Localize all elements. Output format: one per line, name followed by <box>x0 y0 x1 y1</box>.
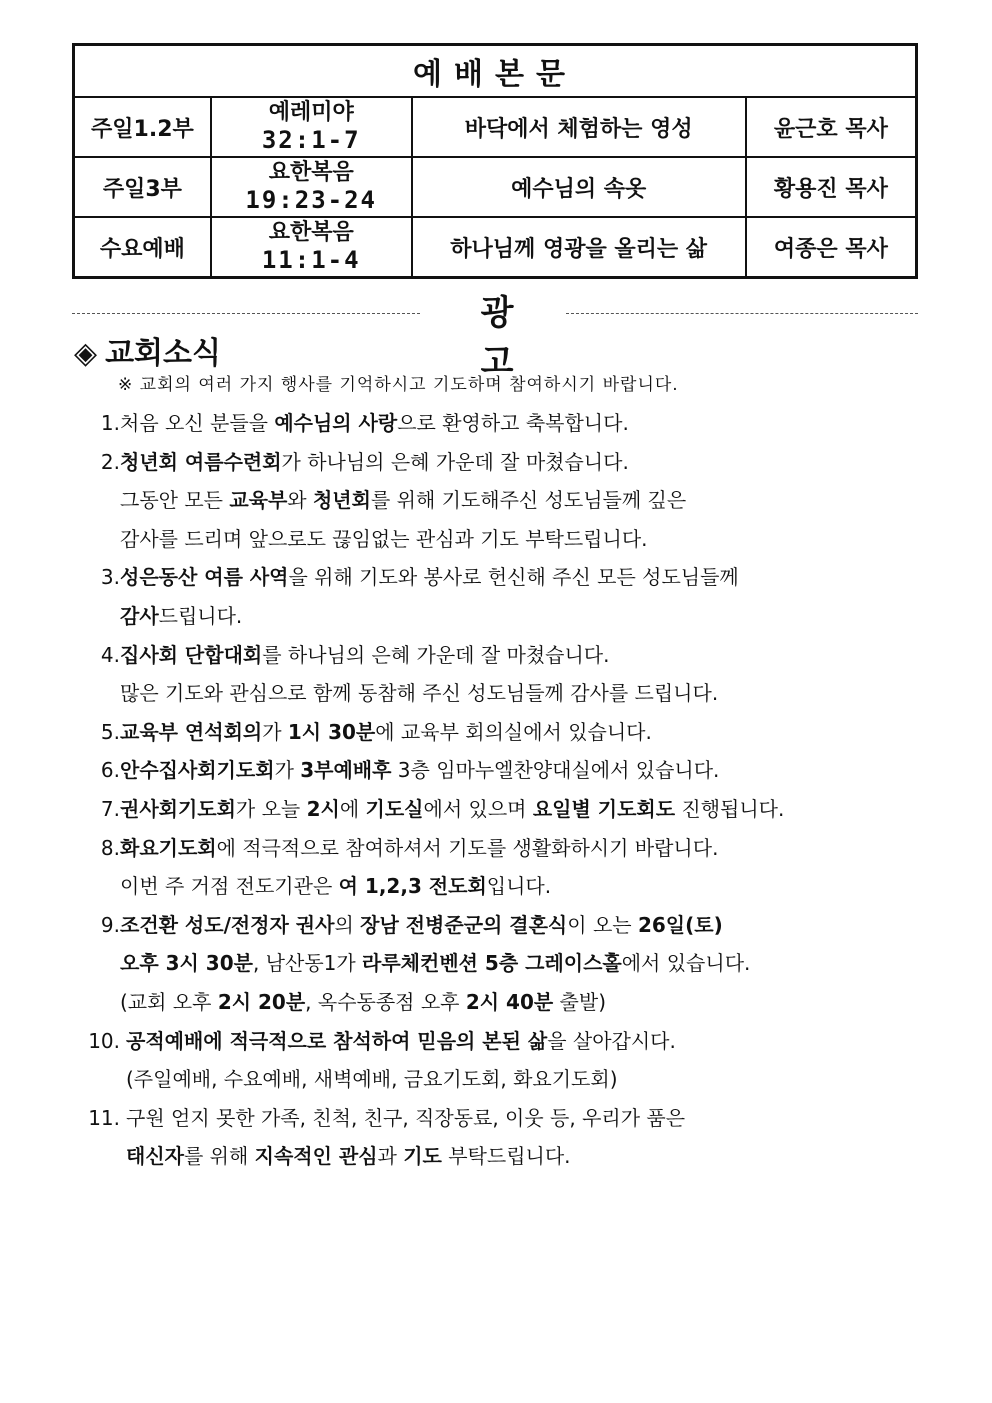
list-item-text <box>120 520 648 559</box>
list-item-number: 9. <box>100 912 120 937</box>
list-item <box>72 751 918 790</box>
list-item-text <box>120 636 609 675</box>
scripture-passage <box>211 157 412 217</box>
list-item-text <box>120 751 719 790</box>
list-item-number: 10. <box>88 1028 120 1053</box>
text-segment: 를 위해 기도해주신 성도님들께 깊은 <box>370 488 687 513</box>
text-segment: 가 <box>274 758 301 783</box>
list-item <box>72 404 918 443</box>
text-segment: 진행됩니다. <box>675 796 785 821</box>
scripture-passage <box>211 217 412 278</box>
emphasized-text: 청년회 <box>312 488 371 513</box>
list-item-text <box>126 1099 685 1138</box>
diamond-bullet-icon: ◈ <box>74 336 98 371</box>
list-item-text <box>120 829 718 868</box>
text-segment: 처음 오신 분들을 <box>120 411 275 435</box>
list-item-text <box>126 1060 618 1099</box>
list-item-text <box>120 404 629 443</box>
text-segment: 에 적극적으로 참여하셔서 기도를 생활화하시기 바랍니다. <box>216 835 719 860</box>
list-item <box>72 829 918 868</box>
service-name: 수요예배 <box>74 217 211 278</box>
announcement-list <box>72 404 918 1176</box>
emphasized-text: 화요기도회 <box>120 835 217 860</box>
list-item-text <box>120 983 606 1022</box>
section-title <box>74 328 221 372</box>
list-item <box>72 906 918 945</box>
list-item <box>72 443 918 482</box>
emphasized-text: 요일별 기도회도 <box>532 796 676 821</box>
list-item-continuation <box>72 520 918 559</box>
service-name: 주일3부 <box>74 157 211 217</box>
text-segment: 입니다. <box>486 874 552 899</box>
sermon-table <box>72 43 918 279</box>
list-item-number: 11. <box>88 1105 120 1130</box>
emphasized-text: 2시 20분 <box>217 989 306 1014</box>
text-segment: 에서 있습니다. <box>621 951 751 976</box>
list-item-continuation <box>72 1060 918 1099</box>
sermon-row <box>74 157 917 217</box>
scripture-verse: 19:23-24 <box>245 186 377 214</box>
notice-text: ※ 교회의 여러 가지 행사를 기억하시고 기도하며 참여하시기 바랍니다. <box>118 375 679 395</box>
text-segment: , 옥수동종점 오후 <box>305 989 466 1014</box>
emphasized-text: 청년회 여름수련회 <box>120 449 282 474</box>
list-item-text <box>120 867 551 906</box>
emphasized-text: 권사회기도회 <box>120 796 236 821</box>
list-item-text <box>120 790 784 829</box>
emphasized-text: 교육부 <box>229 488 288 513</box>
text-segment: 과 <box>377 1144 404 1169</box>
sermon-table-header: 예배본문 <box>74 45 917 98</box>
sermon-row <box>74 97 917 157</box>
list-item-text <box>120 944 750 983</box>
emphasized-text: 장남 전병준군의 결혼식 <box>360 912 568 937</box>
list-item-continuation <box>72 1137 918 1176</box>
text-segment: 그동안 모든 <box>120 488 230 513</box>
text-segment: , 남산동1가 <box>252 951 363 976</box>
emphasized-text: 태신자 <box>126 1144 184 1169</box>
list-item-continuation <box>72 867 918 906</box>
list-item-text <box>120 713 652 752</box>
scripture-passage <box>211 97 412 157</box>
scripture-verse: 11:1-4 <box>261 246 361 274</box>
sermon-title: 하나님께 영광을 올리는 삶 <box>412 217 746 278</box>
text-segment: 에 <box>339 796 366 821</box>
list-item-number: 1. <box>100 411 120 435</box>
sermon-title: 예수님의 속옷 <box>412 157 746 217</box>
pastor-name: 여종은 목사 <box>746 217 917 278</box>
list-item <box>72 713 918 752</box>
text-segment: 에 교육부 회의실에서 있습니다. <box>375 719 652 744</box>
emphasized-text: 기도 <box>403 1144 442 1169</box>
list-item-continuation <box>72 983 918 1022</box>
text-segment: 을 살아갑시다. <box>547 1028 676 1053</box>
list-item-number: 2. <box>100 449 120 474</box>
text-segment: (교회 오후 <box>120 989 218 1014</box>
list-item-continuation <box>72 674 918 713</box>
scripture-book: 요한복음 <box>268 160 354 185</box>
text-segment: 을 위해 기도와 봉사로 헌신해 주신 모든 성도님들께 <box>288 565 739 590</box>
list-item-text <box>120 558 739 597</box>
text-segment: 에서 있으며 <box>423 796 533 821</box>
emphasized-text: 예수님의 사랑 <box>274 411 398 435</box>
list-item <box>72 790 918 829</box>
list-item-continuation <box>72 944 918 983</box>
text-segment: 가 하나님의 은혜 가운데 잘 마쳤습니다. <box>281 449 629 474</box>
pastor-name: 황용진 목사 <box>746 157 917 217</box>
emphasized-text: 오후 3시 30분 <box>120 951 253 976</box>
text-segment: 가 <box>262 719 288 744</box>
scripture-verse: 32:1-7 <box>261 126 361 154</box>
emphasized-text: 라루체컨벤션 5층 그레이스홀 <box>362 951 622 976</box>
list-item <box>72 636 918 675</box>
text-segment: 를 위해 <box>183 1144 255 1169</box>
pastor-name: 윤근호 목사 <box>746 97 917 157</box>
emphasized-text: 교육부 연석회의 <box>120 719 263 744</box>
list-item <box>72 1022 918 1061</box>
emphasized-text: 안수집사회기도회 <box>120 758 275 783</box>
list-item <box>72 558 918 597</box>
emphasized-text: 집사회 단합대회 <box>120 642 263 667</box>
text-segment: 이 오는 <box>567 912 638 937</box>
service-name: 주일1.2부 <box>74 97 211 157</box>
emphasized-text: 감사 <box>120 603 159 628</box>
emphasized-text: 지속적인 관심 <box>254 1144 378 1169</box>
section-title-text: 교회소식 <box>105 336 221 371</box>
emphasized-text: 공적예배에 적극적으로 참석하여 믿음의 본된 삶 <box>126 1028 548 1053</box>
list-item-text <box>120 597 242 636</box>
scripture-book: 예레미야 <box>268 100 354 125</box>
divider <box>566 313 918 314</box>
sermon-title: 바닥에서 체험하는 영성 <box>412 97 746 157</box>
announcements-title: 광고 <box>480 293 552 382</box>
list-item-number: 6. <box>100 758 120 783</box>
list-item-number: 3. <box>100 565 120 590</box>
list-item-number: 4. <box>100 642 120 667</box>
text-segment: 이번 주 거점 전도기관은 <box>120 874 339 899</box>
list-item-text <box>126 1137 571 1176</box>
list-item-text <box>120 674 718 713</box>
text-segment: 와 <box>287 488 313 513</box>
emphasized-text: 조건환 성도/전정자 권사 <box>120 912 335 937</box>
text-segment: 3층 임마누엘찬양대실에서 있습니다. <box>391 758 720 783</box>
list-item <box>72 1099 918 1138</box>
text-segment: 많은 기도와 관심으로 함께 동참해 주신 성도님들께 감사를 드립니다. <box>120 681 719 706</box>
emphasized-text: 26일(토) <box>637 912 723 937</box>
text-segment: 구원 얻지 못한 가족, 친척, 친구, 직장동료, 이웃 등, 우리가 품은 <box>126 1105 686 1130</box>
text-segment: 으로 환영하고 축복합니다. <box>397 411 629 435</box>
list-item-number: 7. <box>100 796 120 821</box>
text-segment: 출발) <box>553 989 607 1014</box>
text-segment: 의 <box>334 912 361 937</box>
list-item-text <box>126 1022 676 1061</box>
text-segment: 를 하나님의 은혜 가운데 잘 마쳤습니다. <box>262 642 610 667</box>
text-segment: 가 오늘 <box>235 796 307 821</box>
list-item-text <box>120 443 629 482</box>
emphasized-text: 3부예배후 <box>300 758 392 783</box>
emphasized-text: 2시 <box>306 796 340 821</box>
emphasized-text: 기도실 <box>365 796 424 821</box>
divider <box>72 313 420 314</box>
emphasized-text: 여 1,2,3 전도회 <box>338 874 487 899</box>
scripture-book: 요한복음 <box>268 220 354 245</box>
list-item-number: 5. <box>100 719 120 744</box>
list-item-continuation <box>72 481 918 520</box>
text-segment: 부탁드립니다. <box>441 1144 571 1169</box>
sermon-row <box>74 217 917 278</box>
emphasized-text: 성은동산 여름 사역 <box>120 565 289 590</box>
emphasized-text: 1시 30분 <box>287 719 376 744</box>
emphasized-text: 2시 40분 <box>465 989 554 1014</box>
list-item-number: 8. <box>100 835 120 860</box>
text-segment: (주일예배, 수요예배, 새벽예배, 금요기도회, 화요기도회) <box>126 1067 618 1092</box>
list-item-continuation <box>72 597 918 636</box>
text-segment: 드립니다. <box>158 603 243 628</box>
text-segment: 감사를 드리며 앞으로도 끊임없는 관심과 기도 부탁드립니다. <box>120 526 648 551</box>
list-item-text <box>120 481 686 520</box>
list-item-text <box>120 906 723 945</box>
